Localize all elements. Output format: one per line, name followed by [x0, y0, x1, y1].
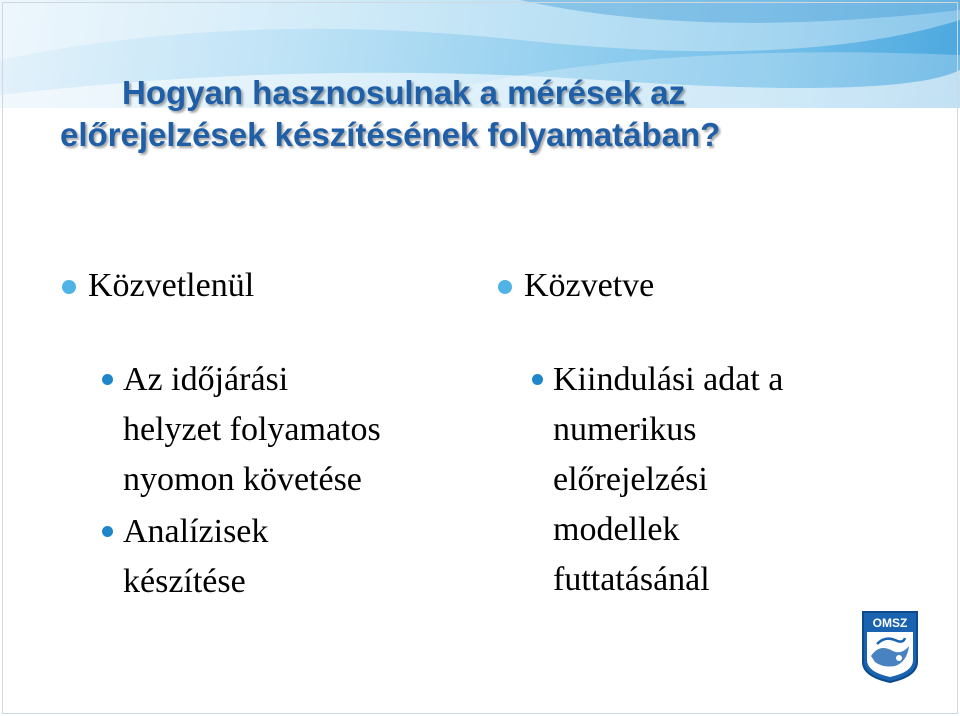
title-line-1: Hogyan hasznosulnak a mérések az [122, 74, 686, 111]
list-line: numerikus [553, 411, 697, 448]
list-item-text [553, 355, 783, 605]
list-item [532, 355, 918, 605]
list-line: előrejelzési [553, 461, 708, 498]
right-column-heading [498, 262, 918, 310]
list-line: készítése [123, 563, 246, 600]
list-line: modellek [553, 511, 680, 548]
list-item-text [123, 507, 268, 607]
bullet-icon [498, 280, 512, 294]
list-item [102, 355, 462, 505]
left-heading-text: Közvetlenül [88, 267, 255, 304]
list-line: futtatásánál [553, 561, 710, 598]
bullet-icon [102, 374, 113, 385]
bullet-icon [62, 280, 76, 294]
left-sub-list [62, 355, 462, 607]
list-item-text [123, 355, 381, 505]
list-line: Kiindulási adat a [553, 361, 784, 398]
left-column-heading [62, 262, 462, 310]
list-line: Az időjárási [123, 361, 289, 398]
bullet-icon [532, 374, 543, 385]
right-sub-list [498, 355, 918, 605]
omsz-logo [861, 610, 919, 684]
right-column [498, 262, 918, 607]
list-line: nyomon követése [123, 461, 362, 498]
list-item [102, 507, 462, 607]
left-column [62, 262, 462, 609]
bullet-icon [102, 526, 113, 537]
list-line: helyzet folyamatos [123, 411, 381, 448]
list-line: Analízisek [123, 513, 269, 550]
logo-text: OMSZ [872, 616, 908, 630]
title-line-2: előrejelzések készítésének folyamatában? [60, 116, 721, 153]
slide-title [60, 72, 920, 156]
right-heading-text: Közvetve [524, 267, 655, 304]
